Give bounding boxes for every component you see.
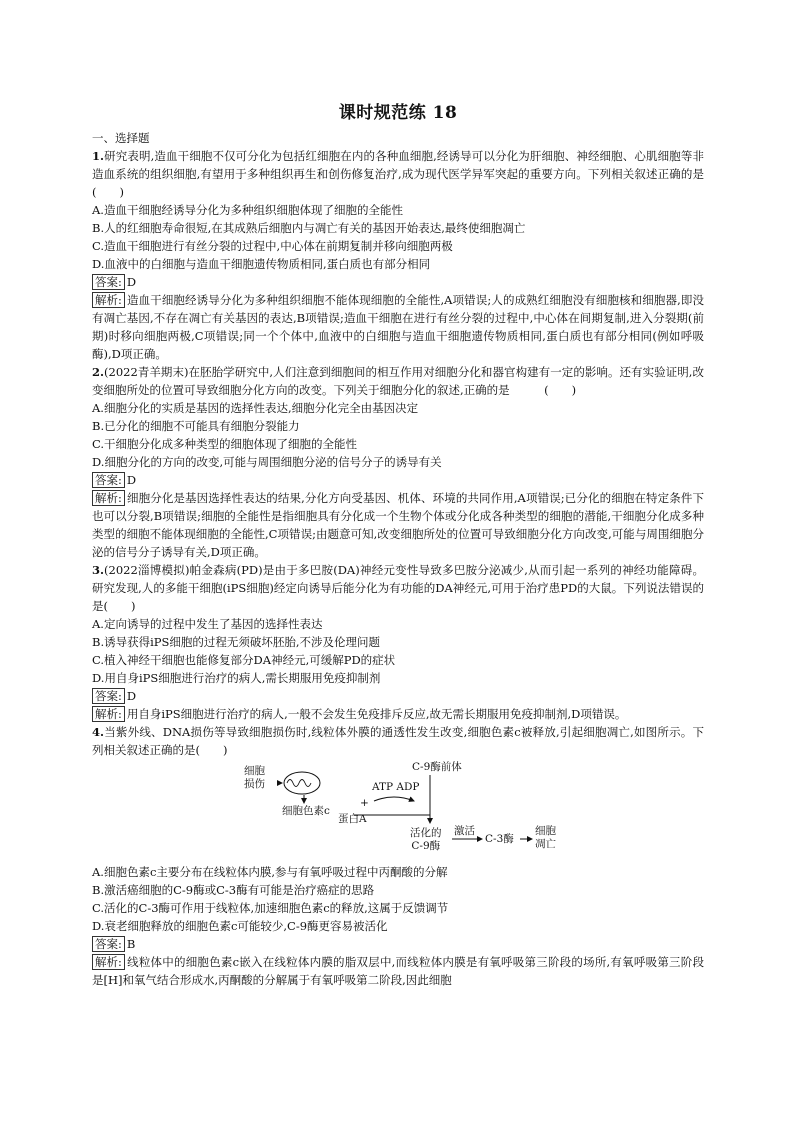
- answer-line: [92, 687, 704, 705]
- label-atp-adp: ATP ADP: [372, 781, 420, 793]
- label-cytochrome-c: 细胞色素c: [282, 805, 330, 817]
- answer-label: 答案:: [92, 472, 125, 488]
- question-number: 2.: [92, 365, 105, 379]
- question-number: 4.: [92, 725, 105, 739]
- question-stem: [92, 363, 704, 399]
- atp-arrow: [374, 797, 414, 801]
- answer-line: [92, 935, 704, 953]
- option-d: D.用自身iPS细胞进行治疗的病人,需长期服用免疫抑制剂: [92, 671, 381, 685]
- apoptosis-pathway-diagram: [242, 761, 562, 861]
- option-c: C.造血干细胞进行有丝分裂的过程中,中心体在前期复制并移向细胞两极: [92, 239, 453, 253]
- question-stem: [92, 561, 704, 615]
- option-c: C.活化的C-3酶可作用于线粒体,加速细胞色素c的释放,这属于反馈调节: [92, 901, 449, 915]
- option-a: A.细胞分化的实质是基因的选择性表达,细胞分化完全由基因决定: [92, 401, 419, 415]
- answer-line: [92, 273, 704, 291]
- option-d: D.细胞分化的方向的改变,可能与周围细胞分泌的信号分子的诱导有关: [92, 455, 442, 469]
- option-b: B.人的红细胞寿命很短,在其成熟后细胞内与凋亡有关的基因开始表达,最终使细胞凋亡: [92, 221, 526, 235]
- analysis-text: 用自身iPS细胞进行治疗的病人,一般不会发生免疫排斥反应,故无需长期服用免疫抑制剂,D项错误。: [126, 707, 627, 721]
- answer-value: D: [126, 473, 137, 487]
- label-apoptosis: 细胞 凋亡: [535, 825, 556, 850]
- label-c3: C-3酶: [485, 833, 514, 845]
- answer-label: 答案:: [92, 936, 125, 952]
- analysis-line: [92, 705, 704, 723]
- question-text: 研究表明,造血干细胞不仅可分化为包括红细胞在内的各种血细胞,经诱导可以分化为肝细胞、神经细胞、心肌细胞等非造血系统的组织细胞,有望用于多种组织再生和创伤修复治疗,成为现代医学异军突起的重要方向。下列相关叙述正确的是( ): [92, 149, 704, 199]
- question-stem: [92, 147, 704, 201]
- question-number: 1.: [92, 149, 105, 163]
- analysis-line: [92, 489, 704, 561]
- label-plus: +: [360, 797, 369, 809]
- label-activate: 激活: [454, 825, 475, 837]
- analysis-text: 造血干细胞经诱导分化为多种组织细胞不能体现细胞的全能性,A项错误;人的成熟红细胞没有细胞核和细胞器,即没有凋亡基因,不存在凋亡有关基因的表达,B项错误;造血干细胞在进行有丝分裂的过程中,中心体在间期复制,进入分裂期(前期)时移向细胞两极,C项错误;同一个个体中,血液中的白细胞与造血干细胞遗传物质相同,蛋白质也有部分相同(例如呼吸酶),D项正确。: [92, 293, 704, 361]
- option-b: B.已分化的细胞不可能具有细胞分裂能力: [92, 419, 300, 433]
- answer-label: 答案:: [92, 274, 125, 290]
- analysis-label: 解析:: [92, 292, 125, 308]
- page-title: 课时规范练 18: [338, 103, 458, 123]
- question-4: [92, 723, 704, 989]
- document-page: [92, 98, 704, 989]
- question-number: 3.: [92, 563, 105, 577]
- analysis-label: 解析:: [92, 490, 125, 506]
- option-b: B.激活癌细胞的C-9酶或C-3酶有可能是治疗癌症的思路: [92, 883, 375, 897]
- analysis-line: [92, 291, 704, 363]
- mitochondrion-icon: [284, 772, 320, 794]
- analysis-text: 细胞分化是基因选择性表达的结果,分化方向受基因、机体、环境的共同作用,A项错误;已分化的细胞在特定条件下也可以分裂,B项错误;细胞的全能性是指细胞具有分化成一个生物个体或分化成各种类型的细胞的潜能,干细胞分化成多种类型的细胞不能体现细胞的全能性,C项错误;由题意可知,改变细胞所处的位置可导致细胞分化方向改变,可能与周围细胞分泌的信号分子诱导有关,D项正确。: [92, 491, 704, 559]
- option-c: C.植入神经干细胞也能修复部分DA神经元,可缓解PD的症状: [92, 653, 396, 667]
- question-text: (2022淄博模拟)帕金森病(PD)是由于多巴胺(DA)神经元变性导致多巴胺分泌减少,从而引起一系列的神经功能障碍。研究发现,人的多能干细胞(iPS细胞)经定向诱导后能分化为有功能的DA神经元,可用于治疗患PD的大鼠。下列说法错误的是( ): [92, 563, 704, 613]
- option-a: A.定向诱导的过程中发生了基因的选择性表达: [92, 617, 323, 631]
- label-pro-c9: C-9酶前体: [412, 761, 462, 773]
- option-c: C.干细胞分化成多种类型的细胞体现了细胞的全能性: [92, 437, 358, 451]
- analysis-label: 解析:: [92, 706, 125, 722]
- analysis-label: 解析:: [92, 954, 125, 970]
- question-3: [92, 561, 704, 723]
- question-text: (2022青羊期末)在胚胎学研究中,人们注意到细胞间的相互作用对细胞分化和器官构建有一定的影响。还有实验证明,改变细胞所处的位置可导致细胞分化方向的改变。下列关于细胞分化的叙述,正确的是 ( ): [92, 365, 704, 397]
- analysis-text: 线粒体中的细胞色素c嵌入在线粒体内膜的脂双层中,而线粒体内膜是有氧呼吸第三阶段的场所,有氧呼吸第三阶段是[H]和氧气结合形成水,丙酮酸的分解属于有氧呼吸第二阶段,因此细胞: [92, 955, 704, 987]
- question-text: 当紫外线、DNA损伤等导致细胞损伤时,线粒体外膜的通透性发生改变,细胞色素c被释放,引起细胞凋亡,如图所示。下列相关叙述正确的是( ): [92, 725, 704, 757]
- option-a: A.造血干细胞经诱导分化为多种组织细胞体现了细胞的全能性: [92, 203, 403, 217]
- question-stem: [92, 723, 704, 759]
- option-a: A.细胞色素c主要分布在线粒体内膜,参与有氧呼吸过程中丙酮酸的分解: [92, 865, 448, 879]
- option-d: D.血液中的白细胞与造血干细胞遗传物质相同,蛋白质也有部分相同: [92, 257, 431, 271]
- section-heading: 一、选择题: [92, 131, 150, 145]
- answer-value: B: [126, 937, 136, 951]
- option-d: D.衰老细胞释放的细胞色素c可能较少,C-9酶更容易被活化: [92, 919, 388, 933]
- answer-line: [92, 471, 704, 489]
- answer-value: D: [126, 689, 137, 703]
- answer-label: 答案:: [92, 688, 125, 704]
- question-2: [92, 363, 704, 561]
- label-active-c9: 活化的 C-9酶: [410, 827, 442, 852]
- answer-value: D: [126, 275, 137, 289]
- option-b: B.诱导获得iPS细胞的过程无须破坏胚胎,不涉及伦理问题: [92, 635, 381, 649]
- analysis-line: [92, 953, 704, 989]
- question-1: [92, 147, 704, 363]
- label-protein-a: 蛋白A: [338, 813, 367, 825]
- label-cell-injury: 细胞 损伤: [244, 765, 265, 790]
